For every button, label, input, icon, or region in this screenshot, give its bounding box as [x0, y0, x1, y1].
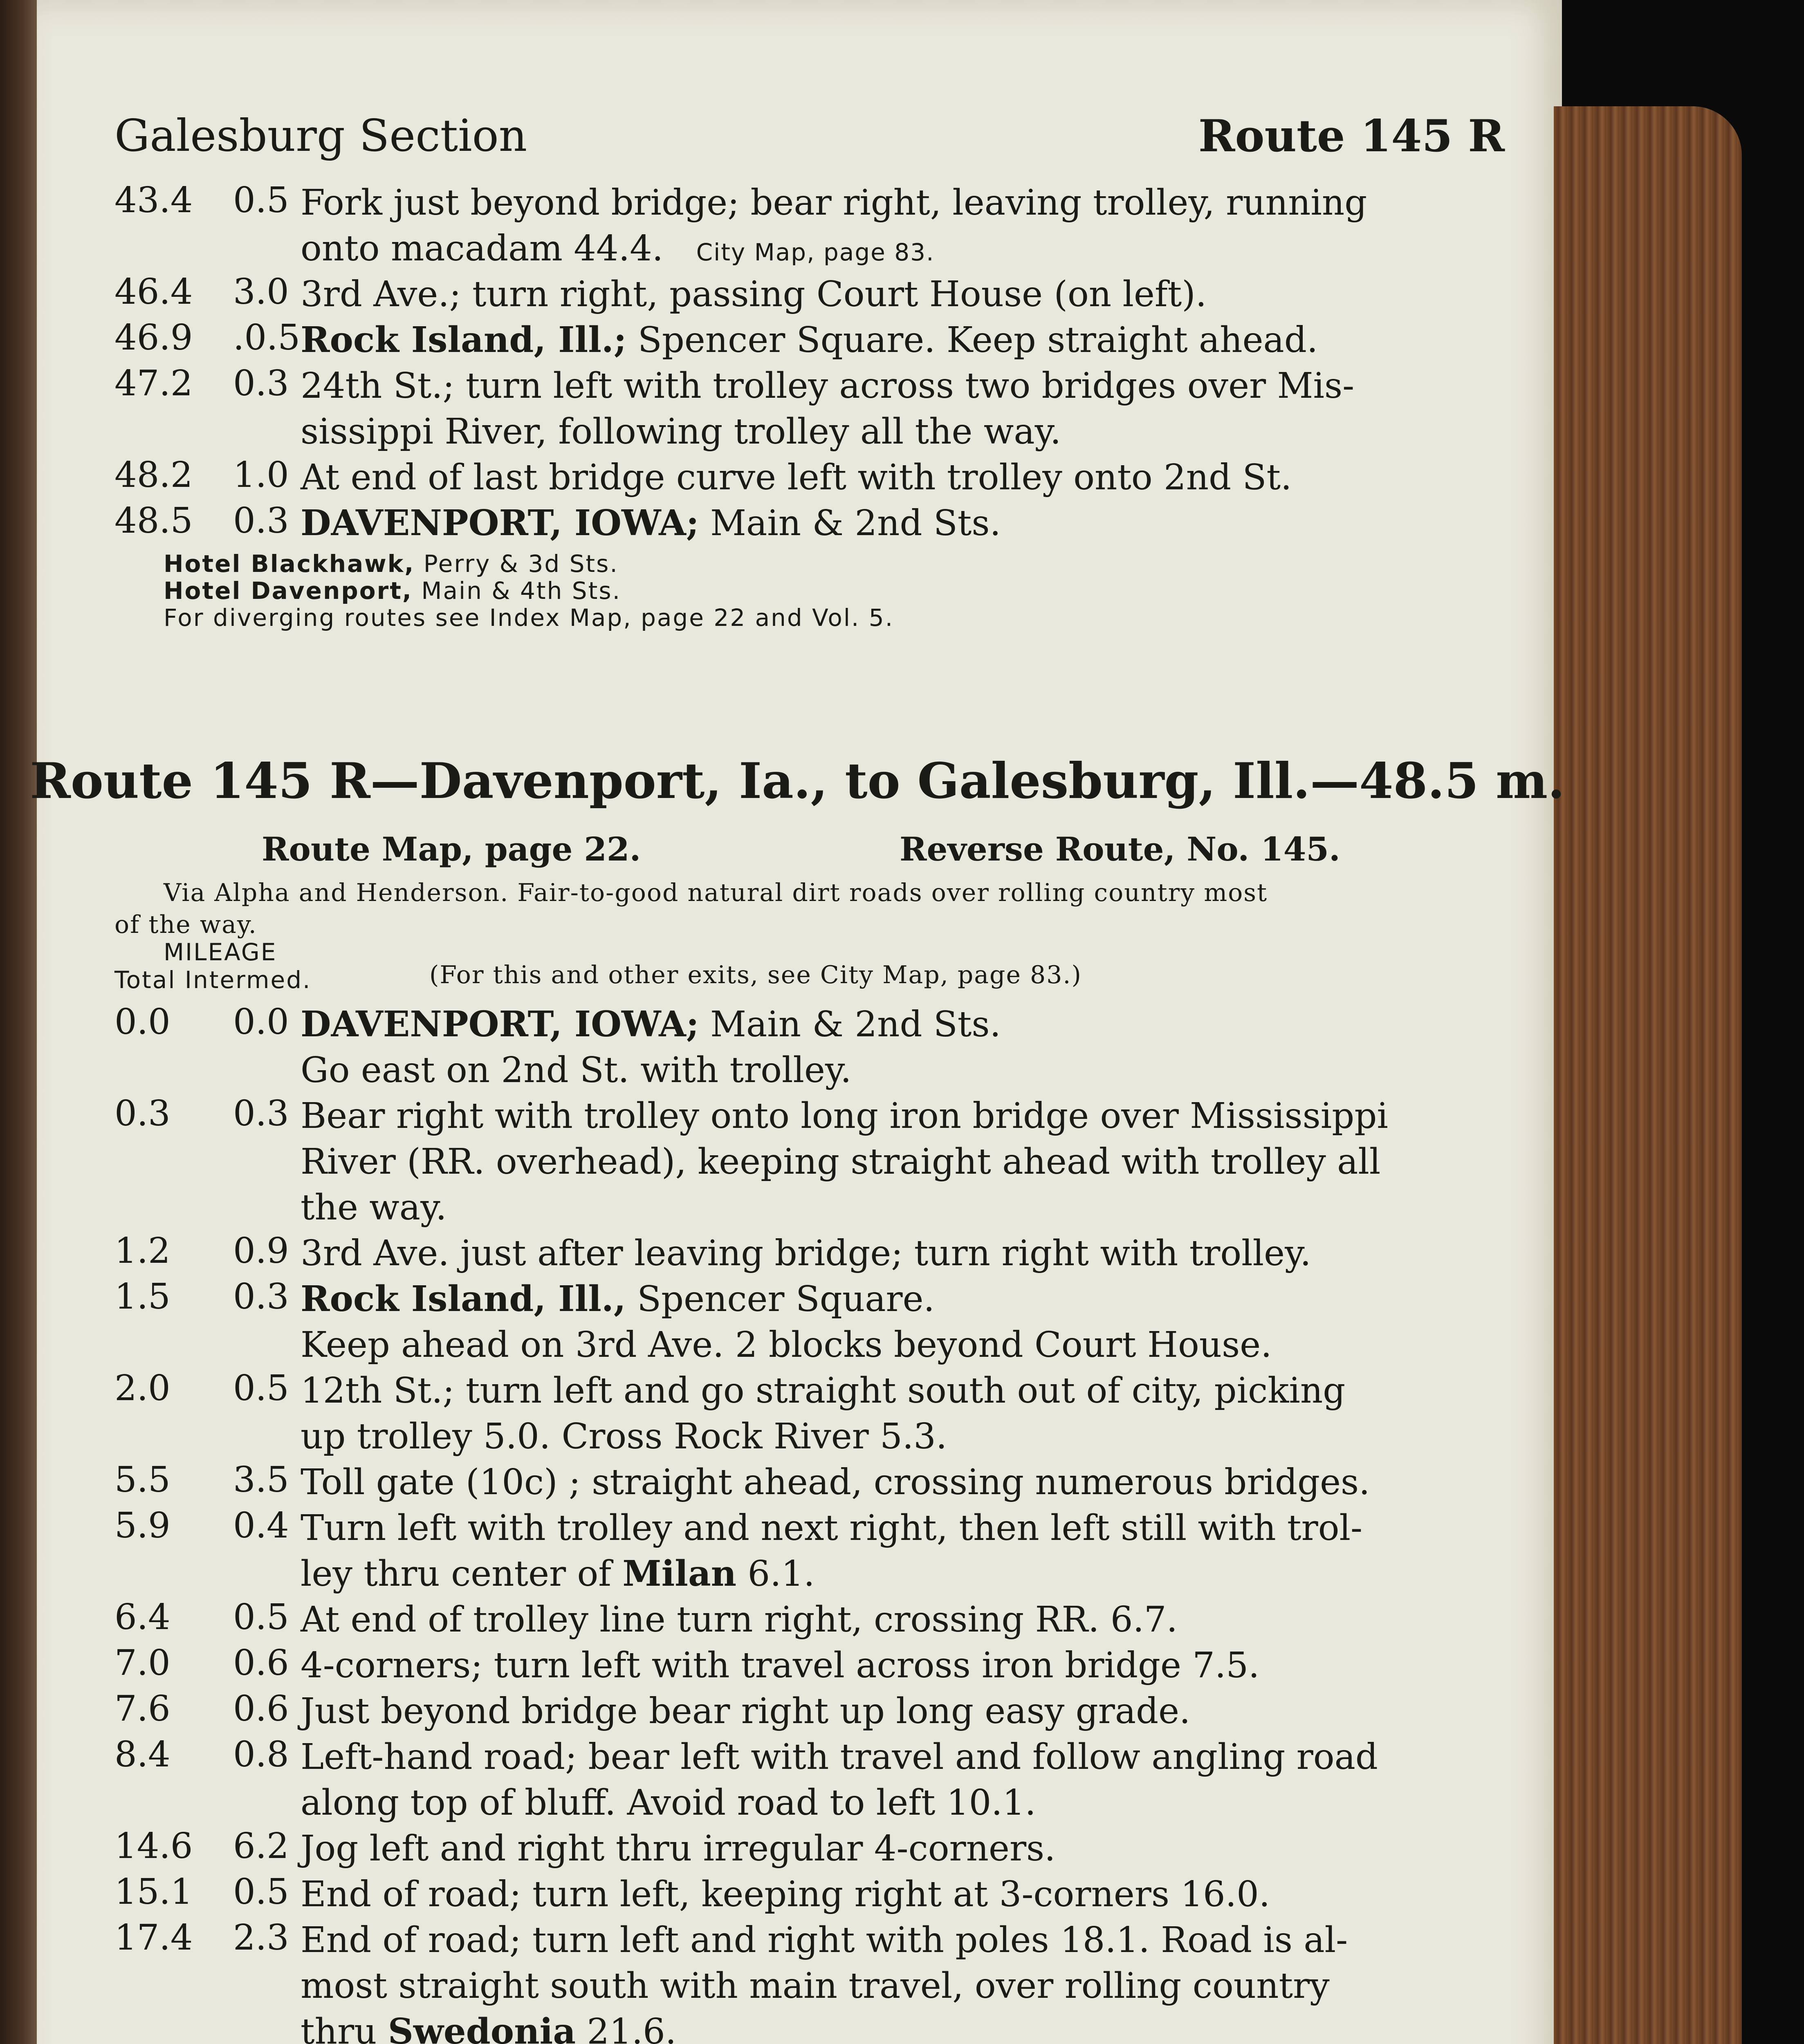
map-note: City Map, page 83. — [688, 238, 935, 266]
bold-text: DAVENPORT, IOWA; — [301, 1004, 699, 1045]
intermediate-mileage: 0.4 — [233, 1505, 289, 1546]
entry-description — [301, 271, 1609, 317]
entry-description — [301, 1826, 1609, 1871]
entry-line: 3rd Ave. just after leaving bridge; turn right with trolley. — [301, 1233, 1311, 1274]
bold-text: Swedonia — [388, 2011, 576, 2044]
total-mileage: 7.0 — [114, 1643, 171, 1683]
intermediate-mileage: 0.9 — [233, 1230, 289, 1271]
intermediate-mileage: 0.5 — [233, 180, 289, 221]
entry-line: End of road; turn left, keeping right at 3-corners 16.0. — [301, 1874, 1270, 1915]
text: Spencer Square. Keep straight ahead. — [626, 320, 1318, 361]
entry-line: up trolley 5.0. Cross Rock River 5.3. — [301, 1416, 947, 1457]
entry-line: 3rd Ave.; turn right, passing Court House (on left). — [301, 274, 1207, 315]
entry-line: End of road; turn left and right with poles 18.1. Road is al- — [301, 1920, 1348, 1961]
route-label: Route 145 R — [1198, 110, 1505, 162]
intermediate-mileage: 0.3 — [233, 363, 289, 404]
entry-line: most straight south with main travel, over rolling country — [301, 1966, 1330, 2006]
bold-text: Milan — [622, 1553, 737, 1594]
text: ley thru center of — [301, 1553, 623, 1594]
hotel-line — [164, 550, 619, 577]
total-mileage: 0.3 — [114, 1093, 171, 1134]
section-title: Galesburg Section — [114, 110, 527, 161]
entry-line: Toll gate (10c) ; straight ahead, crossing numerous bridges. — [301, 1462, 1370, 1503]
total-mileage: 1.2 — [114, 1230, 171, 1271]
intermediate-mileage: 0.8 — [233, 1734, 289, 1775]
total-mileage: 43.4 — [114, 180, 193, 221]
total-mileage: 47.2 — [114, 363, 193, 404]
intermediate-mileage: 0.6 — [233, 1643, 289, 1683]
entry-description — [301, 455, 1609, 500]
entry-line — [301, 1551, 1609, 1597]
entry-line — [301, 2009, 1609, 2044]
entry-line: Turn left with trolley and next right, then left still with trol- — [301, 1508, 1363, 1549]
entry-line: 4-corners; turn left with travel across iron bridge 7.5. — [301, 1645, 1260, 1686]
page-header — [114, 102, 1505, 168]
entry-description — [301, 1093, 1609, 1230]
entry-line: At end of last bridge curve left with trolley onto 2nd St. — [301, 457, 1292, 498]
total-mileage: 5.9 — [114, 1505, 171, 1546]
total-mileage: 48.2 — [114, 455, 193, 495]
total-mileage: 15.1 — [114, 1871, 193, 1912]
total-mileage: 46.9 — [114, 317, 193, 358]
exits-note: (For this and other exits, see City Map, page 83.) — [429, 961, 1082, 989]
intermediate-mileage: 3.0 — [233, 271, 289, 312]
intermediate-mileage: 0.3 — [233, 1093, 289, 1134]
text: 21.6. — [576, 2011, 677, 2044]
entry-description — [301, 1230, 1609, 1276]
intermediate-mileage: 0.0 — [233, 1002, 289, 1042]
via-line-2: of the way. — [114, 910, 257, 939]
total-mileage: 6.4 — [114, 1597, 171, 1638]
entry-description — [301, 317, 1609, 363]
total-mileage: 17.4 — [114, 1917, 193, 1958]
intermediate-mileage: .0.5 — [233, 317, 301, 358]
hotel-line — [164, 577, 621, 604]
intermediate-mileage: 0.5 — [233, 1368, 289, 1409]
hotel-address: Perry & 3d Sts. — [415, 550, 619, 578]
intermediate-mileage: 0.3 — [233, 1276, 289, 1317]
text: Spencer Square. — [626, 1279, 935, 1320]
entry-line: River (RR. overhead), keeping straight ahead with trolley all — [301, 1141, 1381, 1182]
total-mileage: 14.6 — [114, 1826, 193, 1867]
bold-text: DAVENPORT, IOWA; — [301, 502, 699, 544]
entry-line — [301, 1276, 1609, 1322]
mileage-header — [114, 938, 311, 994]
text: Main & 2nd Sts. — [699, 1004, 1001, 1045]
entry-line — [301, 1002, 1609, 1047]
entry-line: Go east on 2nd St. with trolley. — [301, 1050, 852, 1091]
entry-description — [301, 1871, 1609, 1917]
entry-line: onto macadam 44.4. City Map, page 83. — [301, 228, 935, 269]
entry-line: 24th St.; turn left with trolley across two bridges over Mis- — [301, 365, 1355, 406]
entry-line: Left-hand road; bear left with travel and follow angling road — [301, 1737, 1378, 1777]
bold-text: Rock Island, Ill.; — [301, 319, 627, 361]
route-via — [114, 877, 1513, 941]
intermediate-mileage: 2.3 — [233, 1917, 289, 1958]
text: Main & 2nd Sts. — [699, 503, 1001, 544]
hotel-address: For diverging routes see Index Map, page 22 and Vol. 5. — [164, 604, 894, 632]
total-mileage: 8.4 — [114, 1734, 171, 1775]
total-mileage: 48.5 — [114, 500, 193, 541]
total-mileage: 46.4 — [114, 271, 193, 312]
total-mileage: 0.0 — [114, 1002, 171, 1042]
entry-description — [301, 363, 1609, 455]
entry-description — [301, 1917, 1609, 2044]
text: 6.1. — [736, 1553, 815, 1594]
entry-description — [301, 1002, 1609, 1093]
route-heading: Route 145 R—Davenport, Ia., to Galesburg, Ill.—48.5 m. — [30, 752, 1565, 810]
entry-line: Bear right with trolley onto long iron bridge over Mississippi — [301, 1096, 1388, 1136]
total-mileage: 5.5 — [114, 1459, 171, 1500]
intermediate-mileage: 0.3 — [233, 500, 289, 541]
book-spine-edge — [0, 0, 37, 2044]
entry-line: Jog left and right thru irregular 4-corners. — [301, 1828, 1056, 1869]
entry-line: At end of trolley line turn right, crossing RR. 6.7. — [301, 1599, 1178, 1640]
mileage-label: MILEAGE — [164, 938, 277, 966]
entry-description — [301, 1276, 1609, 1368]
entry-description — [301, 1597, 1609, 1643]
hotel-address: Main & 4th Sts. — [412, 577, 622, 605]
entry-description — [301, 1368, 1609, 1459]
entry-line: Keep ahead on 3rd Ave. 2 blocks beyond Court House. — [301, 1325, 1272, 1365]
entry-description — [301, 500, 1609, 546]
intermediate-mileage: 3.5 — [233, 1459, 289, 1500]
route-map-ref: Route Map, page 22. — [262, 830, 641, 868]
total-mileage: 2.0 — [114, 1368, 171, 1409]
entry-line: Fork just beyond bridge; bear right, leaving trolley, running — [301, 182, 1367, 223]
intermediate-mileage: 1.0 — [233, 455, 289, 495]
reverse-route-ref: Reverse Route, No. 145. — [900, 830, 1340, 868]
entry-line: 12th St.; turn left and go straight south out of city, picking — [301, 1370, 1346, 1411]
entry-description — [301, 1688, 1609, 1734]
intermediate-mileage: 0.5 — [233, 1871, 289, 1912]
hotel-name: Hotel Blackhawk, — [164, 550, 415, 578]
entry-line — [301, 500, 1609, 546]
entry-line: Just beyond bridge bear right up long easy grade. — [301, 1691, 1191, 1732]
total-mileage: 1.5 — [114, 1276, 171, 1317]
intermediate-mileage: 0.6 — [233, 1688, 289, 1729]
entry-line: sissippi River, following trolley all the way. — [301, 411, 1061, 452]
entry-description — [301, 1734, 1609, 1826]
entry-description — [301, 1643, 1609, 1688]
entry-line: the way. — [301, 1187, 447, 1228]
entry-description — [301, 180, 1609, 275]
intermediate-mileage: 6.2 — [233, 1826, 289, 1867]
intermediate-mileage: 0.5 — [233, 1597, 289, 1638]
via-line-1: Via Alpha and Henderson. Fair-to-good natural dirt roads over rolling country most — [164, 879, 1268, 907]
bold-text: Rock Island, Ill., — [301, 1278, 626, 1320]
total-mileage: 7.6 — [114, 1688, 171, 1729]
mileage-cols: Total Intermed. — [114, 966, 312, 994]
entry-line: along top of bluff. Avoid road to left 10.1. — [301, 1782, 1036, 1823]
entry-line — [301, 317, 1609, 363]
hotel-line — [164, 604, 894, 631]
hotel-name: Hotel Davenport, — [164, 577, 413, 605]
entry-description — [301, 1505, 1609, 1597]
entry-description — [301, 1459, 1609, 1505]
text: thru — [301, 2011, 388, 2044]
